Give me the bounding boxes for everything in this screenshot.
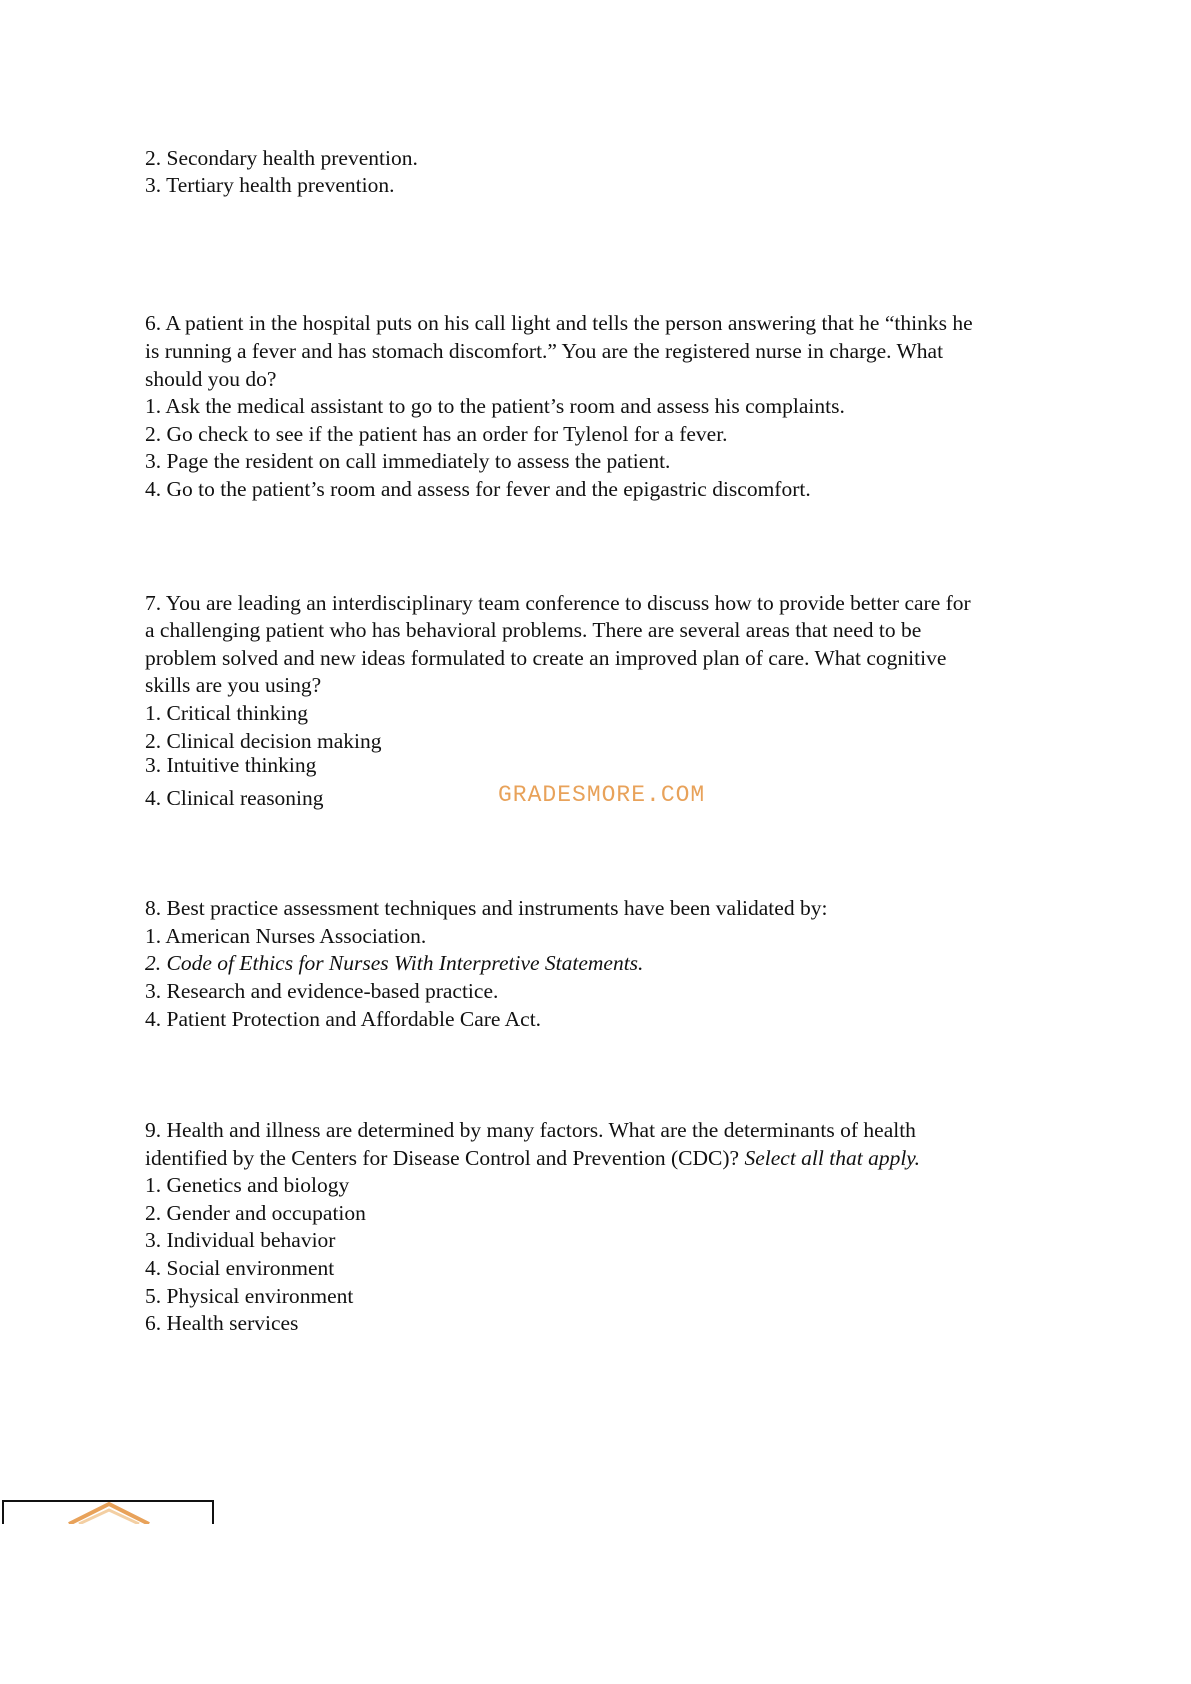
q7-stem-line-3: problem solved and new ideas formulated to create an improved plan of care. What cognitive <box>145 646 947 670</box>
watermark-text: GRADESMORE.COM <box>498 782 706 808</box>
q9-stem-line-2 <box>145 1145 920 1172</box>
q6-stem-line-2: is running a fever and has stomach discomfort.” You are the registered nurse in charge. What <box>145 339 944 363</box>
q8-option-3: 3. Research and evidence-based practice. <box>145 979 499 1003</box>
q7-stem-line-1: 7. You are leading an interdisciplinary team conference to discuss how to provide better care for <box>145 591 971 615</box>
q9-option-5: 5. Physical environment <box>145 1284 354 1308</box>
q7-option-2: 2. Clinical decision making <box>145 729 382 753</box>
q8-stem: 8. Best practice assessment techniques and instruments have been validated by: <box>145 896 828 920</box>
q5-option-2: 2. Secondary health prevention. <box>145 146 418 170</box>
q9-option-6: 6. Health services <box>145 1311 299 1335</box>
logo-frame <box>2 1500 214 1524</box>
q9-stem-line-1: 9. Health and illness are determined by many factors. What are the determinants of health <box>145 1118 916 1142</box>
q6-stem-line-1: 6. A patient in the hospital puts on his call light and tells the person answering that he “thinks he <box>145 311 973 335</box>
q8-option-1: 1. American Nurses Association. <box>145 924 427 948</box>
q6-option-3: 3. Page the resident on call immediately to assess the patient. <box>145 449 671 473</box>
q7-stem-line-4: skills are you using? <box>145 673 322 697</box>
q6-stem-line-3: should you do? <box>145 367 277 391</box>
q7-option-4: 4. Clinical reasoning <box>145 786 324 810</box>
q8-option-2: 2. Code of Ethics for Nurses With Interpretive Statements. <box>145 951 644 975</box>
q9-option-1: 1. Genetics and biology <box>145 1173 350 1197</box>
q9-option-4: 4. Social environment <box>145 1256 335 1280</box>
q7-stem-line-2: a challenging patient who has behavioral problems. There are several areas that need to be <box>145 618 922 642</box>
q9-option-3: 3. Individual behavior <box>145 1228 336 1252</box>
q9-stem-line-2-text: identified by the Centers for Disease Control and Prevention (CDC)? <box>145 1146 745 1170</box>
q8-option-4: 4. Patient Protection and Affordable Care Act. <box>145 1007 542 1031</box>
q7-option-3: 3. Intuitive thinking <box>145 753 317 777</box>
q7-option-1: 1. Critical thinking <box>145 701 309 725</box>
q5-option-3: 3. Tertiary health prevention. <box>145 173 395 197</box>
q9-select-all-note: Select all that apply. <box>744 1146 921 1170</box>
q9-option-2: 2. Gender and occupation <box>145 1201 366 1225</box>
q6-option-2: 2. Go check to see if the patient has an order for Tylenol for a fever. <box>145 422 728 446</box>
logo-roof-icon <box>64 1502 164 1524</box>
q6-option-1: 1. Ask the medical assistant to go to the patient’s room and assess his complaints. <box>145 394 845 418</box>
q6-option-4: 4. Go to the patient’s room and assess for fever and the epigastric discomfort. <box>145 477 811 501</box>
